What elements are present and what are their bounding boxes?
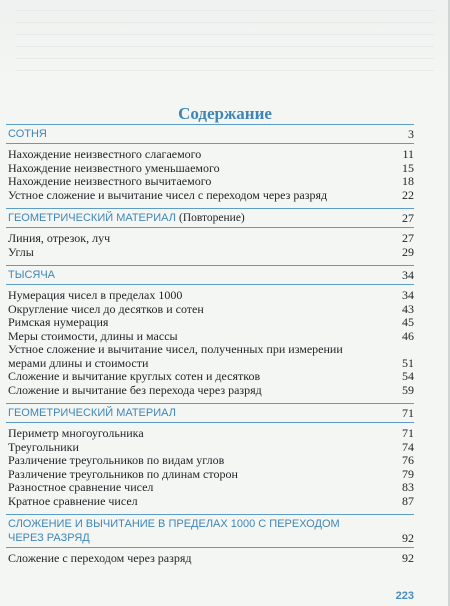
entry-list xyxy=(6,148,414,202)
toc-section xyxy=(6,514,414,548)
entry-label: Меры стоимости, длины и массы xyxy=(8,328,178,343)
section-label: ГЕОМЕТРИЧЕСКИЙ МАТЕРИАЛ xyxy=(8,212,176,224)
entry-label: Нахождение неизвестного уменьшаемого xyxy=(8,160,220,175)
entry-label: Углы xyxy=(8,244,34,259)
page-title: Содержание xyxy=(178,104,272,123)
entry-page-number: 54 xyxy=(402,369,414,383)
toc-entry xyxy=(6,316,414,330)
section-page-number: 27 xyxy=(402,211,414,225)
entry-label: Различение треугольников по видам углов xyxy=(8,453,225,467)
toc-section xyxy=(6,124,414,144)
section-page-number: 3 xyxy=(408,127,414,141)
toc-entry xyxy=(6,330,414,344)
toc-section xyxy=(6,403,414,423)
toc-entry xyxy=(6,162,414,176)
entry-page-number: 18 xyxy=(402,174,414,188)
entry-label: Нахождение неизвестного слагаемого xyxy=(8,147,202,161)
entry-label: Римская нумерация xyxy=(8,315,109,329)
section-note: (Повторение) xyxy=(179,212,245,224)
section-label: ТЫСЯЧА xyxy=(8,269,56,281)
entry-list xyxy=(6,232,414,259)
section-page-number: 71 xyxy=(402,406,414,420)
toc-entry xyxy=(6,468,414,482)
entry-label: Сложение и вычитание круглых сотен и десятков xyxy=(8,369,261,383)
entry-page-number: 34 xyxy=(402,288,414,302)
entry-list xyxy=(6,552,414,566)
entry-page-number: 29 xyxy=(402,244,414,259)
entry-page-number: 76 xyxy=(402,453,414,467)
toc-entry xyxy=(6,384,414,398)
entry-label: Устное сложение и вычитание чисел, полученных при измерении мерами длины и стоимости xyxy=(8,342,343,370)
toc-entry xyxy=(6,370,414,384)
entry-list xyxy=(6,289,414,397)
section-heading xyxy=(8,517,414,545)
entry-page-number: 45 xyxy=(402,315,414,329)
entry-page-number: 22 xyxy=(402,187,414,202)
entry-label: Округление чисел до десятков и сотен xyxy=(8,301,204,316)
entry-label: Устное сложение и вычитание чисел с переходом через разряд xyxy=(8,187,328,202)
toc-section xyxy=(6,208,414,228)
entry-label: Периметр многоугольника xyxy=(8,426,144,440)
toc-entry xyxy=(6,481,414,495)
entry-label: Различение треугольников по длинам сторон xyxy=(8,466,238,481)
faded-top-area xyxy=(0,0,450,80)
toc-section xyxy=(6,265,414,285)
toc-entry xyxy=(6,189,414,203)
entry-page-number: 92 xyxy=(402,551,414,565)
section-heading xyxy=(8,211,414,225)
toc-entry xyxy=(6,495,414,509)
entry-page-number: 11 xyxy=(402,147,414,161)
entry-page-number: 51 xyxy=(402,355,414,370)
entry-page-number: 71 xyxy=(402,426,414,440)
entry-page-number: 15 xyxy=(402,160,414,175)
section-page-number: 92 xyxy=(402,531,414,545)
table-of-contents xyxy=(6,124,414,566)
entry-page-number: 74 xyxy=(402,439,414,454)
entry-page-number: 43 xyxy=(402,301,414,316)
toc-entry xyxy=(6,427,414,441)
section-heading xyxy=(8,406,414,420)
toc-entry xyxy=(6,232,414,246)
section-page-number: 34 xyxy=(402,268,414,282)
entry-list xyxy=(6,427,414,508)
section-heading xyxy=(8,127,414,141)
toc-entry xyxy=(6,441,414,455)
toc-entry xyxy=(6,454,414,468)
entry-label: Треугольники xyxy=(8,439,79,454)
entry-page-number: 87 xyxy=(402,493,414,508)
section-heading xyxy=(8,268,414,282)
entry-label: Сложение с переходом через разряд xyxy=(8,551,192,565)
entry-label: Разностное сравнение чисел xyxy=(8,480,154,494)
section-label: СЛОЖЕНИЕ И ВЫЧИТАНИЕ В ПРЕДЕЛАХ 1000 С ПЕРЕХОДОМ ЧЕРЕЗ РАЗРЯД xyxy=(8,518,340,544)
entry-page-number: 79 xyxy=(402,466,414,481)
entry-label: Нахождение неизвестного вычитаемого xyxy=(8,174,212,188)
toc-entry xyxy=(6,148,414,162)
toc-entry xyxy=(6,552,414,566)
entry-page-number: 83 xyxy=(402,480,414,494)
toc-entry xyxy=(6,175,414,189)
toc-entry xyxy=(6,343,414,370)
entry-page-number: 59 xyxy=(402,382,414,397)
section-label: ГЕОМЕТРИЧЕСКИЙ МАТЕРИАЛ xyxy=(8,407,176,419)
toc-entry xyxy=(6,246,414,260)
toc-entry xyxy=(6,303,414,317)
entry-label: Нумерация чисел в пределах 1000 xyxy=(8,288,183,302)
entry-label: Линия, отрезок, луч xyxy=(8,231,111,245)
entry-page-number: 27 xyxy=(402,231,414,245)
entry-page-number: 46 xyxy=(402,328,414,343)
toc-entry xyxy=(6,289,414,303)
entry-label: Сложение и вычитание без перехода через разряд xyxy=(8,382,262,397)
section-label: СОТНЯ xyxy=(8,128,47,140)
page-number: 223 xyxy=(395,590,414,602)
entry-label: Кратное сравнение чисел xyxy=(8,493,138,508)
